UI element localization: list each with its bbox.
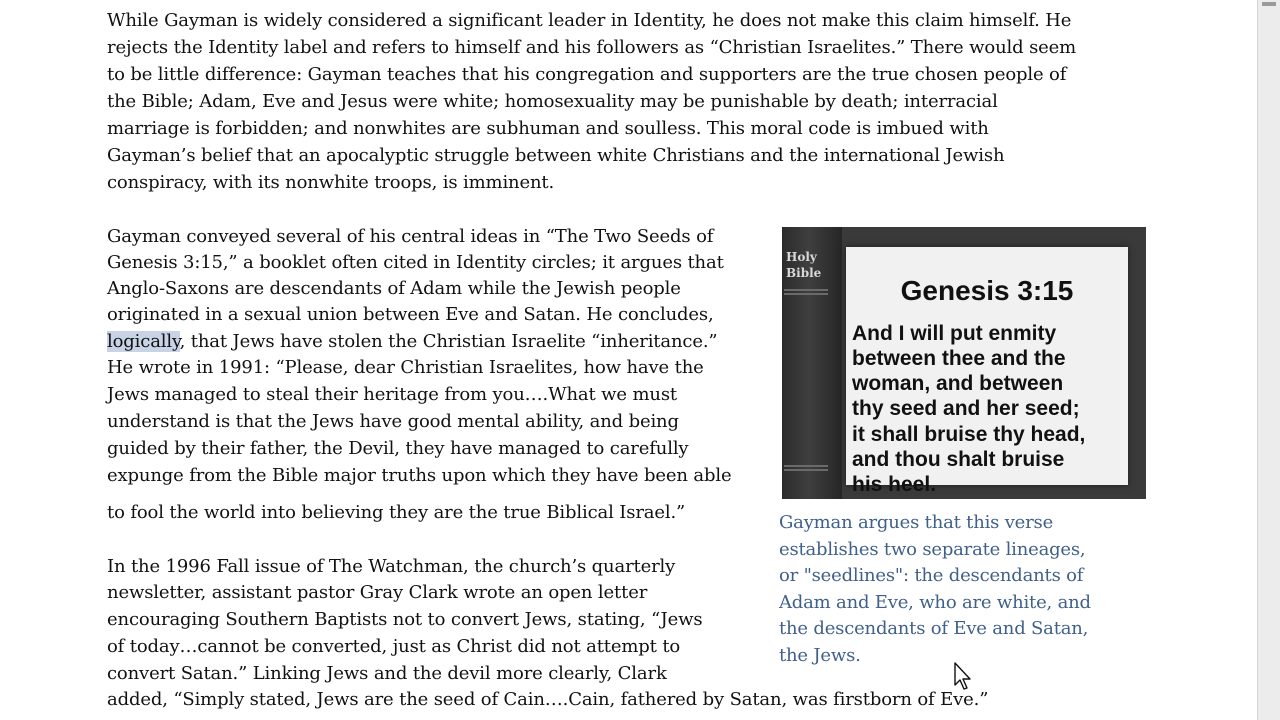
caption-line: the Jews. <box>779 645 861 666</box>
vertical-scrollbar[interactable] <box>1257 0 1280 720</box>
text-line: In the 1996 Fall issue of The Watchman, the church’s quarterly <box>107 556 676 577</box>
text-line: rejects the Identity label and refers to himself and his followers as “Christian Israelites.” There would seem <box>107 37 1077 58</box>
spine-band <box>784 289 828 291</box>
text-line: convert Satan.” Linking Jews and the devil more clearly, Clark <box>107 663 667 684</box>
text-line: He wrote in 1991: “Please, dear Christian Israelites, how have the <box>107 357 704 378</box>
text-line: understand is that the Jews have good mental ability, and being <box>107 411 679 432</box>
spine-band <box>784 469 828 471</box>
text-line: newsletter, assistant pastor Gray Clark wrote an open letter <box>107 582 648 603</box>
verse-line: thy seed and her seed; <box>852 397 1080 420</box>
spine-band <box>784 293 828 295</box>
text-line: expunge from the Bible major truths upon which they have been able <box>107 465 732 486</box>
verse-line: between thee and the <box>852 347 1066 370</box>
text-line: guided by their father, the Devil, they have managed to carefully <box>107 438 689 459</box>
spine-title-line: Bible <box>786 266 822 280</box>
verse-card <box>846 247 1128 496</box>
spine-title <box>786 249 828 281</box>
caption-line: the descendants of Eve and Satan, <box>779 618 1089 639</box>
text-line: Jews managed to steal their heritage from you….What we must <box>107 384 677 405</box>
text-span: , that Jews have stolen the Christian Israelite “inheritance.” <box>179 331 718 352</box>
genesis-verse-image <box>782 227 1146 499</box>
text-line: While Gayman is widely considered a significant leader in Identity, he does not make this claim himself. He <box>107 10 1072 31</box>
caption-line: Adam and Eve, who are white, and <box>779 592 1091 613</box>
bible-spine <box>782 227 842 499</box>
text-line: the Bible; Adam, Eve and Jesus were white; homosexuality may be punishable by death; interracial <box>107 91 998 112</box>
text-line: marriage is forbidden; and nonwhites are subhuman and soulless. This moral code is imbued with <box>107 118 989 139</box>
verse-line: woman, and between <box>852 372 1064 395</box>
caption-line: establishes two separate lineages, <box>779 539 1086 560</box>
text-line: encouraging Southern Baptists not to convert Jews, stating, “Jews <box>107 609 703 630</box>
selected-text-highlight[interactable]: logically <box>107 331 180 352</box>
text-line: to be little difference: Gayman teaches that his congregation and supporters are the true chosen people of <box>107 64 1067 85</box>
text-line: added, “Simply stated, Jews are the seed of Cain….Cain, fathered by Satan, was firstborn of Eve.” <box>107 689 989 710</box>
text-line-highlighted <box>107 331 717 353</box>
text-line: Genesis 3:15,” a booklet often cited in Identity circles; it argues that <box>107 252 724 273</box>
scrollbar-thumb[interactable] <box>1262 2 1276 6</box>
verse-line: And I will put enmity <box>852 322 1057 345</box>
verse-line: it shall bruise thy head, <box>852 423 1086 446</box>
mouse-pointer-icon <box>954 662 974 692</box>
spine-band <box>784 465 828 467</box>
caption-line: or "seedlines": the descendants of <box>779 565 1084 586</box>
text-line: Gayman’s belief that an apocalyptic struggle between white Christians and the international Jewish <box>107 145 1005 166</box>
text-line: originated in a sexual union between Eve and Satan. He concludes, <box>107 304 714 325</box>
caption-line: Gayman argues that this verse <box>779 512 1054 533</box>
text-line: of today…cannot be converted, just as Christ did not attempt to <box>107 636 681 657</box>
text-line: to fool the world into believing they are the true Biblical Israel.” <box>107 502 686 523</box>
spine-title-line: Holy <box>786 250 817 264</box>
text-line: Gayman conveyed several of his central ideas in “The Two Seeds of <box>107 226 714 247</box>
verse-reference: Genesis 3:15 <box>900 275 1074 306</box>
text-line: conspiracy, with its nonwhite troops, is imminent. <box>107 172 555 193</box>
verse-line: and thou shalt bruise <box>852 448 1065 471</box>
verse-line: his heel. <box>852 473 937 496</box>
text-line: Anglo-Saxons are descendants of Adam while the Jewish people <box>107 278 681 299</box>
